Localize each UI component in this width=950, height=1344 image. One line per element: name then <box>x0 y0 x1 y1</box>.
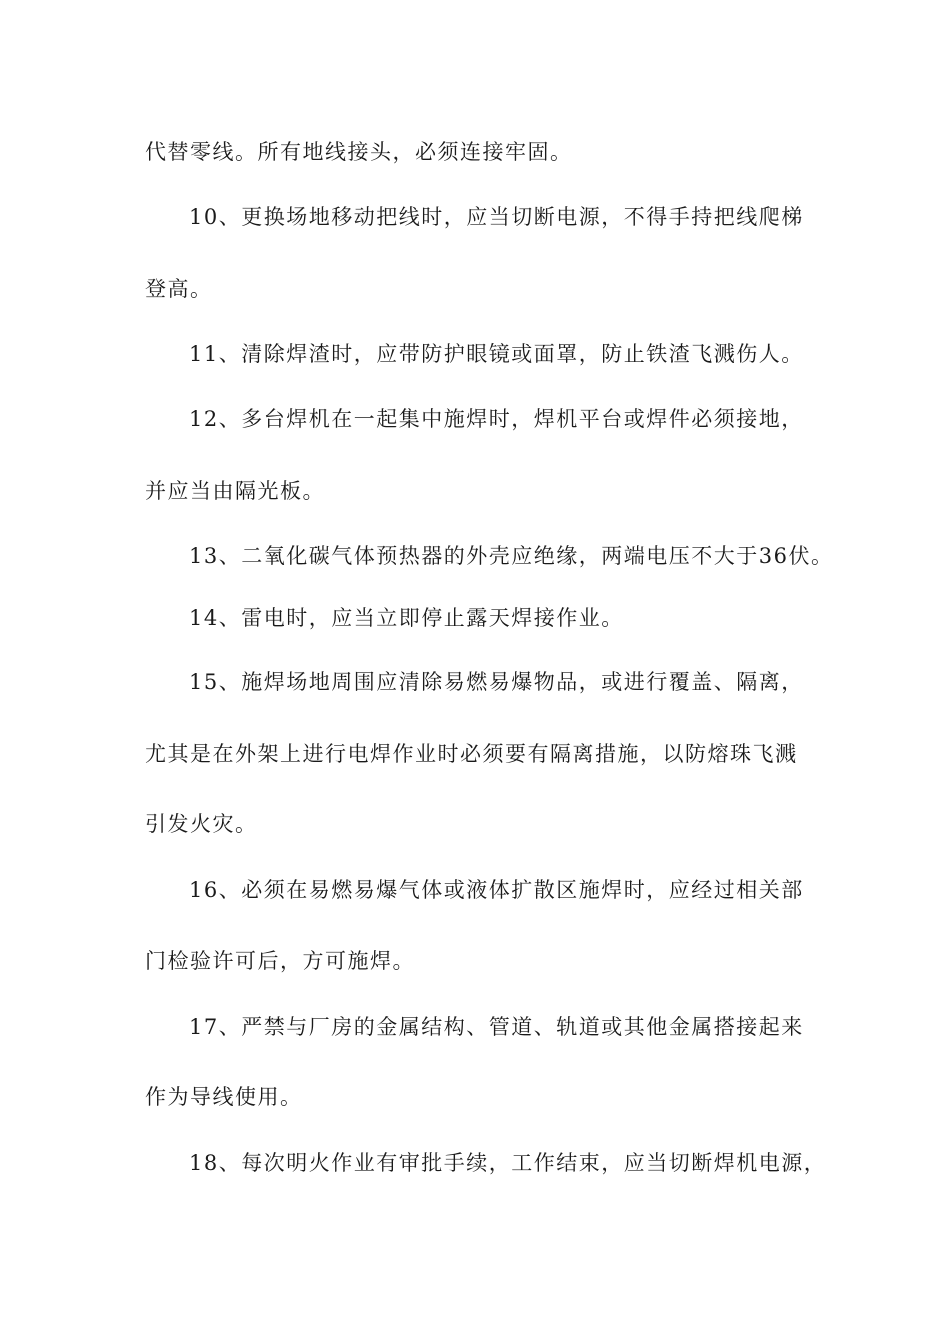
text-line: 作为导线使用。 <box>145 1085 303 1109</box>
text-line: 14、雷电时，应当立即停止露天焊接作业。 <box>189 606 624 630</box>
text-line: 15、施焊场地周围应清除易燃易爆物品，或进行覆盖、隔离， <box>189 670 804 694</box>
text-line: 并应当由隔光板。 <box>145 479 325 503</box>
text-line: 门检验许可后，方可施焊。 <box>145 949 415 973</box>
text-line: 尤其是在外架上进行电焊作业时必须要有隔离措施，以防熔珠飞溅 <box>145 742 798 766</box>
text-line: 引发火灾。 <box>145 812 258 836</box>
text-line: 12、多台焊机在一起集中施焊时，焊机平台或焊件必须接地， <box>189 407 804 431</box>
text-line: 10、更换场地移动把线时，应当切断电源，不得手持把线爬梯 <box>189 205 804 229</box>
text-line: 登高。 <box>145 277 213 301</box>
text-line: 17、严禁与厂房的金属结构、管道、轨道或其他金属搭接起来 <box>189 1015 804 1039</box>
text-line: 16、必须在易燃易爆气体或液体扩散区施焊时，应经过相关部 <box>189 878 804 902</box>
text-line: 18、每次明火作业有审批手续，工作结束，应当切断焊机电源， <box>189 1151 827 1175</box>
text-line: 代替零线。所有地线接头，必须连接牢固。 <box>145 140 573 164</box>
text-line: 11、清除焊渣时，应带防护眼镜或面罩，防止铁渣飞溅伤人。 <box>189 342 804 366</box>
text-line: 13、二氧化碳气体预热器的外壳应绝缘，两端电压不大于36伏。 <box>189 544 834 568</box>
